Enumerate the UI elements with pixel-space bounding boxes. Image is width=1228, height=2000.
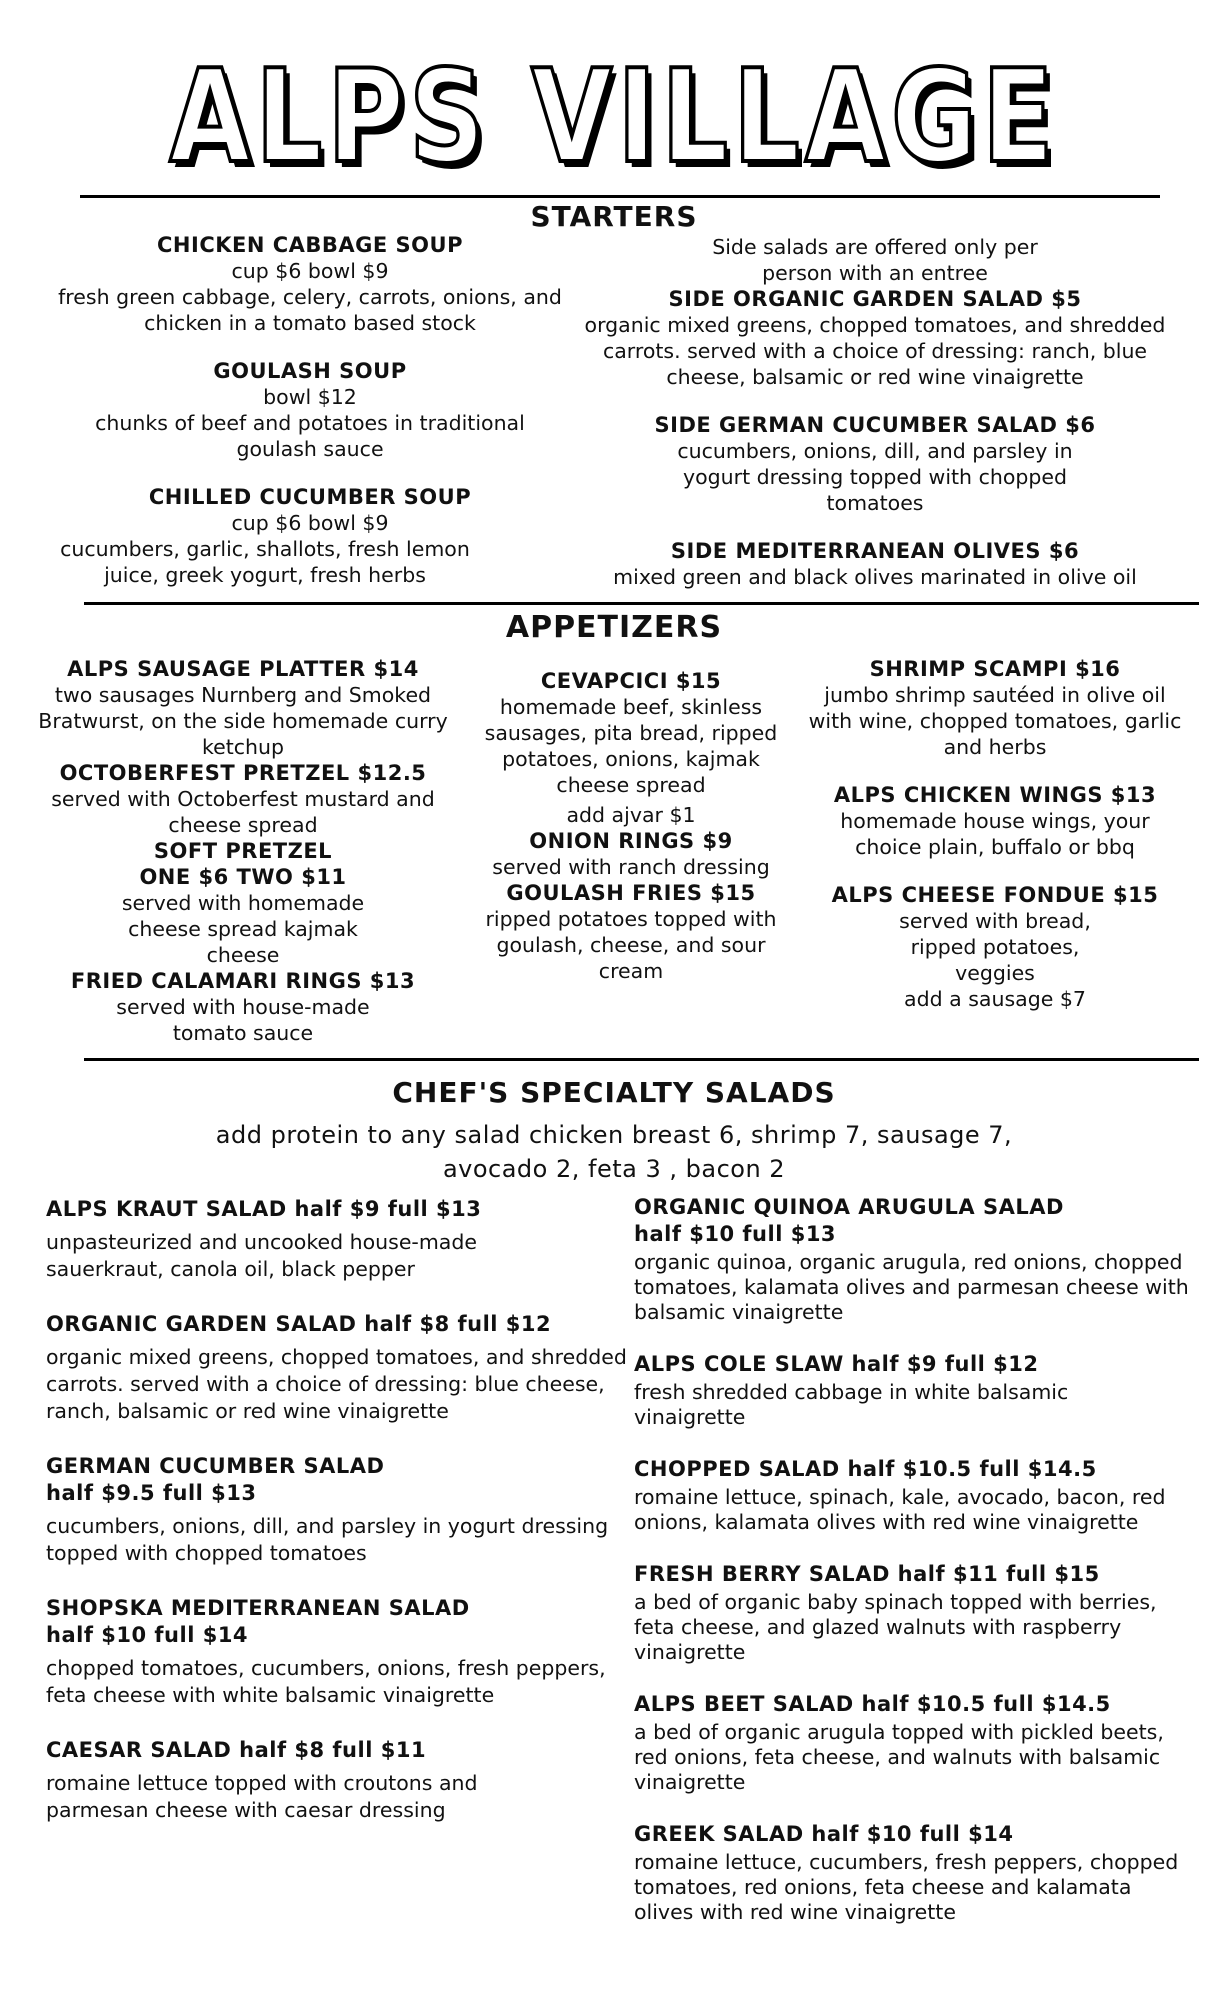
item-name: CHILLED CUCUMBER SOUP [148, 485, 472, 509]
item-name: ALPS CHEESE FONDUE $15 [831, 883, 1159, 907]
item-name: CAESAR SALAD half $8 full $11 [46, 1738, 427, 1762]
protein-note-line1: add protein to any salad chicken breast 6, shrimp 7, sausage 7, [215, 1121, 1013, 1149]
item-description: jumbo shrimp sautéed in olive oil with wine, chopped tomatoes, garlic and herbs [808, 683, 1182, 759]
item-name: SIDE MEDITERRANEAN OLIVES $6 [670, 539, 1080, 563]
item-description: served with homemade cheese spread kajmak cheese [121, 891, 365, 967]
item-description: served with house-made tomato sauce [116, 995, 370, 1045]
salads-heading: CHEF'S SPECIALTY SALADS [392, 1076, 836, 1109]
divider [80, 195, 1160, 198]
item-name: GREEK SALAD half $10 full $14 [634, 1822, 1014, 1846]
item-description: homemade beef, skinless sausages, pita bread, ripped potatoes, onions, kajmak cheese spread [484, 695, 778, 797]
item-name: ONION RINGS $9 [529, 829, 733, 853]
item-name: CHICKEN CABBAGE SOUP [157, 233, 463, 257]
item-name: GOULASH SOUP [213, 359, 407, 383]
item-price: half $10 full $14 [46, 1623, 249, 1647]
item-description: organic mixed greens, chopped tomatoes, and shredded carrots. served with a choice of dressing: blue cheese, ranch, balsamic or red wine vinaigrette [46, 1345, 627, 1423]
item-name: ALPS KRAUT SALAD half $9 full $13 [46, 1197, 482, 1221]
item-description: organic quinoa, organic arugula, red onions, chopped tomatoes, kalamata olives and parmesan cheese with balsamic vinaigrette [634, 1250, 1189, 1324]
item-name: SHRIMP SCAMPI $16 [869, 657, 1121, 681]
menu-item [570, 538, 1180, 590]
salads-right-column [634, 1194, 1194, 1925]
item-description: a bed of organic baby spinach topped with berries, feta cheese, and glazed walnuts with raspberry vinaigrette [634, 1590, 1157, 1664]
item-description: fresh shredded cabbage in white balsamic vinaigrette [634, 1380, 1069, 1429]
menu-item [18, 838, 468, 968]
item-description: romaine lettuce, cucumbers, fresh peppers, chopped tomatoes, red onions, feta cheese and kalamata olives with red wine vinaigrette [634, 1850, 1179, 1924]
menu-item [18, 968, 468, 1046]
divider [84, 1058, 1199, 1061]
menu-item [46, 1453, 636, 1567]
item-name: ALPS BEET SALAD half $10.5 full $14.5 [634, 1692, 1111, 1716]
item-name: ALPS SAUSAGE PLATTER $14 [67, 657, 419, 681]
item-description: chunks of beef and potatoes in traditional goulash sauce [95, 411, 525, 461]
item-price: bowl $12 [263, 385, 357, 409]
menu-item [18, 656, 468, 760]
item-name: GOULASH FRIES $15 [506, 881, 756, 905]
side-salad-note: Side salads are offered only per person with an entree [712, 235, 1038, 285]
menu-item [46, 1595, 636, 1709]
item-description: served with Octoberfest mustard and cheese spread [51, 787, 435, 837]
item-price: half $9.5 full $13 [46, 1481, 257, 1505]
menu-item [46, 1196, 636, 1283]
appetizers-middle-column [466, 668, 796, 984]
item-description: chopped tomatoes, cucumbers, onions, fresh peppers, feta cheese with white balsamic vinaigrette [46, 1656, 606, 1707]
item-name: SHOPSKA MEDITERRANEAN SALAD [46, 1596, 470, 1620]
item-description: unpasteurized and uncooked house-made sauerkraut, canola oil, black pepper [46, 1230, 477, 1281]
item-price: cup $6 bowl $9 [231, 259, 389, 283]
menu-item [466, 828, 796, 880]
appetizers-right-column [800, 656, 1190, 1012]
item-name: SIDE ORGANIC GARDEN SALAD $5 [668, 287, 1082, 311]
item-name: ALPS COLE SLAW half $9 full $12 [634, 1352, 1039, 1376]
divider [84, 602, 1199, 605]
item-description: a bed of organic arugula topped with pickled beets, red onions, feta cheese, and walnuts with balsamic vinaigrette [634, 1720, 1164, 1794]
item-description: fresh green cabbage, celery, carrots, onions, and chicken in a tomato based stock [58, 285, 562, 335]
item-description: served with bread, ripped potatoes, veggies [899, 909, 1091, 985]
item-name: ORGANIC GARDEN SALAD half $8 full $12 [46, 1312, 552, 1336]
menu-item [800, 656, 1190, 760]
item-name: FRESH BERRY SALAD half $11 full $15 [634, 1562, 1100, 1586]
menu-item [634, 1561, 1194, 1665]
item-extra: add a sausage $7 [904, 987, 1086, 1011]
menu-item [40, 484, 580, 588]
menu-item [634, 1194, 1194, 1325]
restaurant-title: ALPS VILLAGE [169, 43, 1059, 192]
item-name: OCTOBERFEST PRETZEL $12.5 [59, 761, 427, 785]
menu-item [466, 880, 796, 984]
menu-item [466, 668, 796, 828]
item-description: mixed green and black olives marinated in olive oil [613, 565, 1137, 589]
item-description: cucumbers, onions, dill, and parsley in yogurt dressing topped with chopped tomatoes [46, 1514, 609, 1565]
menu-item [40, 232, 580, 336]
menu-item [46, 1311, 636, 1425]
item-name: CEVAPCICI $15 [540, 669, 722, 693]
item-description: romaine lettuce topped with croutons and parmesan cheese with caesar dressing [46, 1771, 478, 1822]
item-description: romaine lettuce, spinach, kale, avocado, bacon, red onions, kalamata olives with red wine vinaigrette [634, 1485, 1166, 1534]
menu-item [46, 1737, 636, 1824]
item-price: ONE $6 TWO $11 [139, 865, 347, 889]
menu-item [634, 1351, 1194, 1430]
appetizers-heading: APPETIZERS [505, 610, 723, 645]
salads-left-column [46, 1196, 636, 1852]
menu-item [634, 1456, 1194, 1535]
item-description: homemade house wings, your choice plain, buffalo or bbq [840, 809, 1150, 859]
menu-item [800, 782, 1190, 860]
menu-item [570, 286, 1180, 390]
item-price: half $10 full $13 [634, 1222, 837, 1246]
menu-item [634, 1691, 1194, 1795]
item-description: cucumbers, garlic, shallots, fresh lemon juice, greek yogurt, fresh herbs [60, 537, 470, 587]
item-name: ORGANIC QUINOA ARUGULA SALAD [634, 1195, 1064, 1219]
item-description: cucumbers, onions, dill, and parsley in yogurt dressing topped with chopped tomatoes [677, 439, 1073, 515]
starters-heading: STARTERS [530, 200, 698, 233]
item-description: two sausages Nurnberg and Smoked Bratwurst, on the side homemade curry ketchup [38, 683, 448, 759]
item-extra: add ajvar $1 [566, 803, 696, 827]
protein-note-line2: avocado 2, feta 3 , bacon 2 [442, 1155, 786, 1183]
menu-item [800, 882, 1190, 1012]
menu-item [570, 412, 1180, 516]
item-name: ALPS CHICKEN WINGS $13 [833, 783, 1157, 807]
menu-item [18, 760, 468, 838]
item-description: organic mixed greens, chopped tomatoes, and shredded carrots. served with a choice of dressing: ranch, blue cheese, balsamic or red wine vinaigrette [584, 313, 1166, 389]
appetizers-left-column [18, 656, 468, 1046]
item-description: served with ranch dressing [492, 855, 770, 879]
item-price: cup $6 bowl $9 [231, 511, 389, 535]
item-description: ripped potatoes topped with goulash, cheese, and sour cream [485, 907, 777, 983]
item-name: CHOPPED SALAD half $10.5 full $14.5 [634, 1457, 1097, 1481]
item-name: SOFT PRETZEL [153, 839, 333, 863]
menu-item [634, 1821, 1194, 1925]
item-name: FRIED CALAMARI RINGS $13 [70, 969, 416, 993]
starters-right-column [570, 234, 1180, 590]
item-name: GERMAN CUCUMBER SALAD [46, 1454, 385, 1478]
starters-left-column [40, 232, 580, 588]
item-name: SIDE GERMAN CUCUMBER SALAD $6 [654, 413, 1096, 437]
menu-item [40, 358, 580, 462]
